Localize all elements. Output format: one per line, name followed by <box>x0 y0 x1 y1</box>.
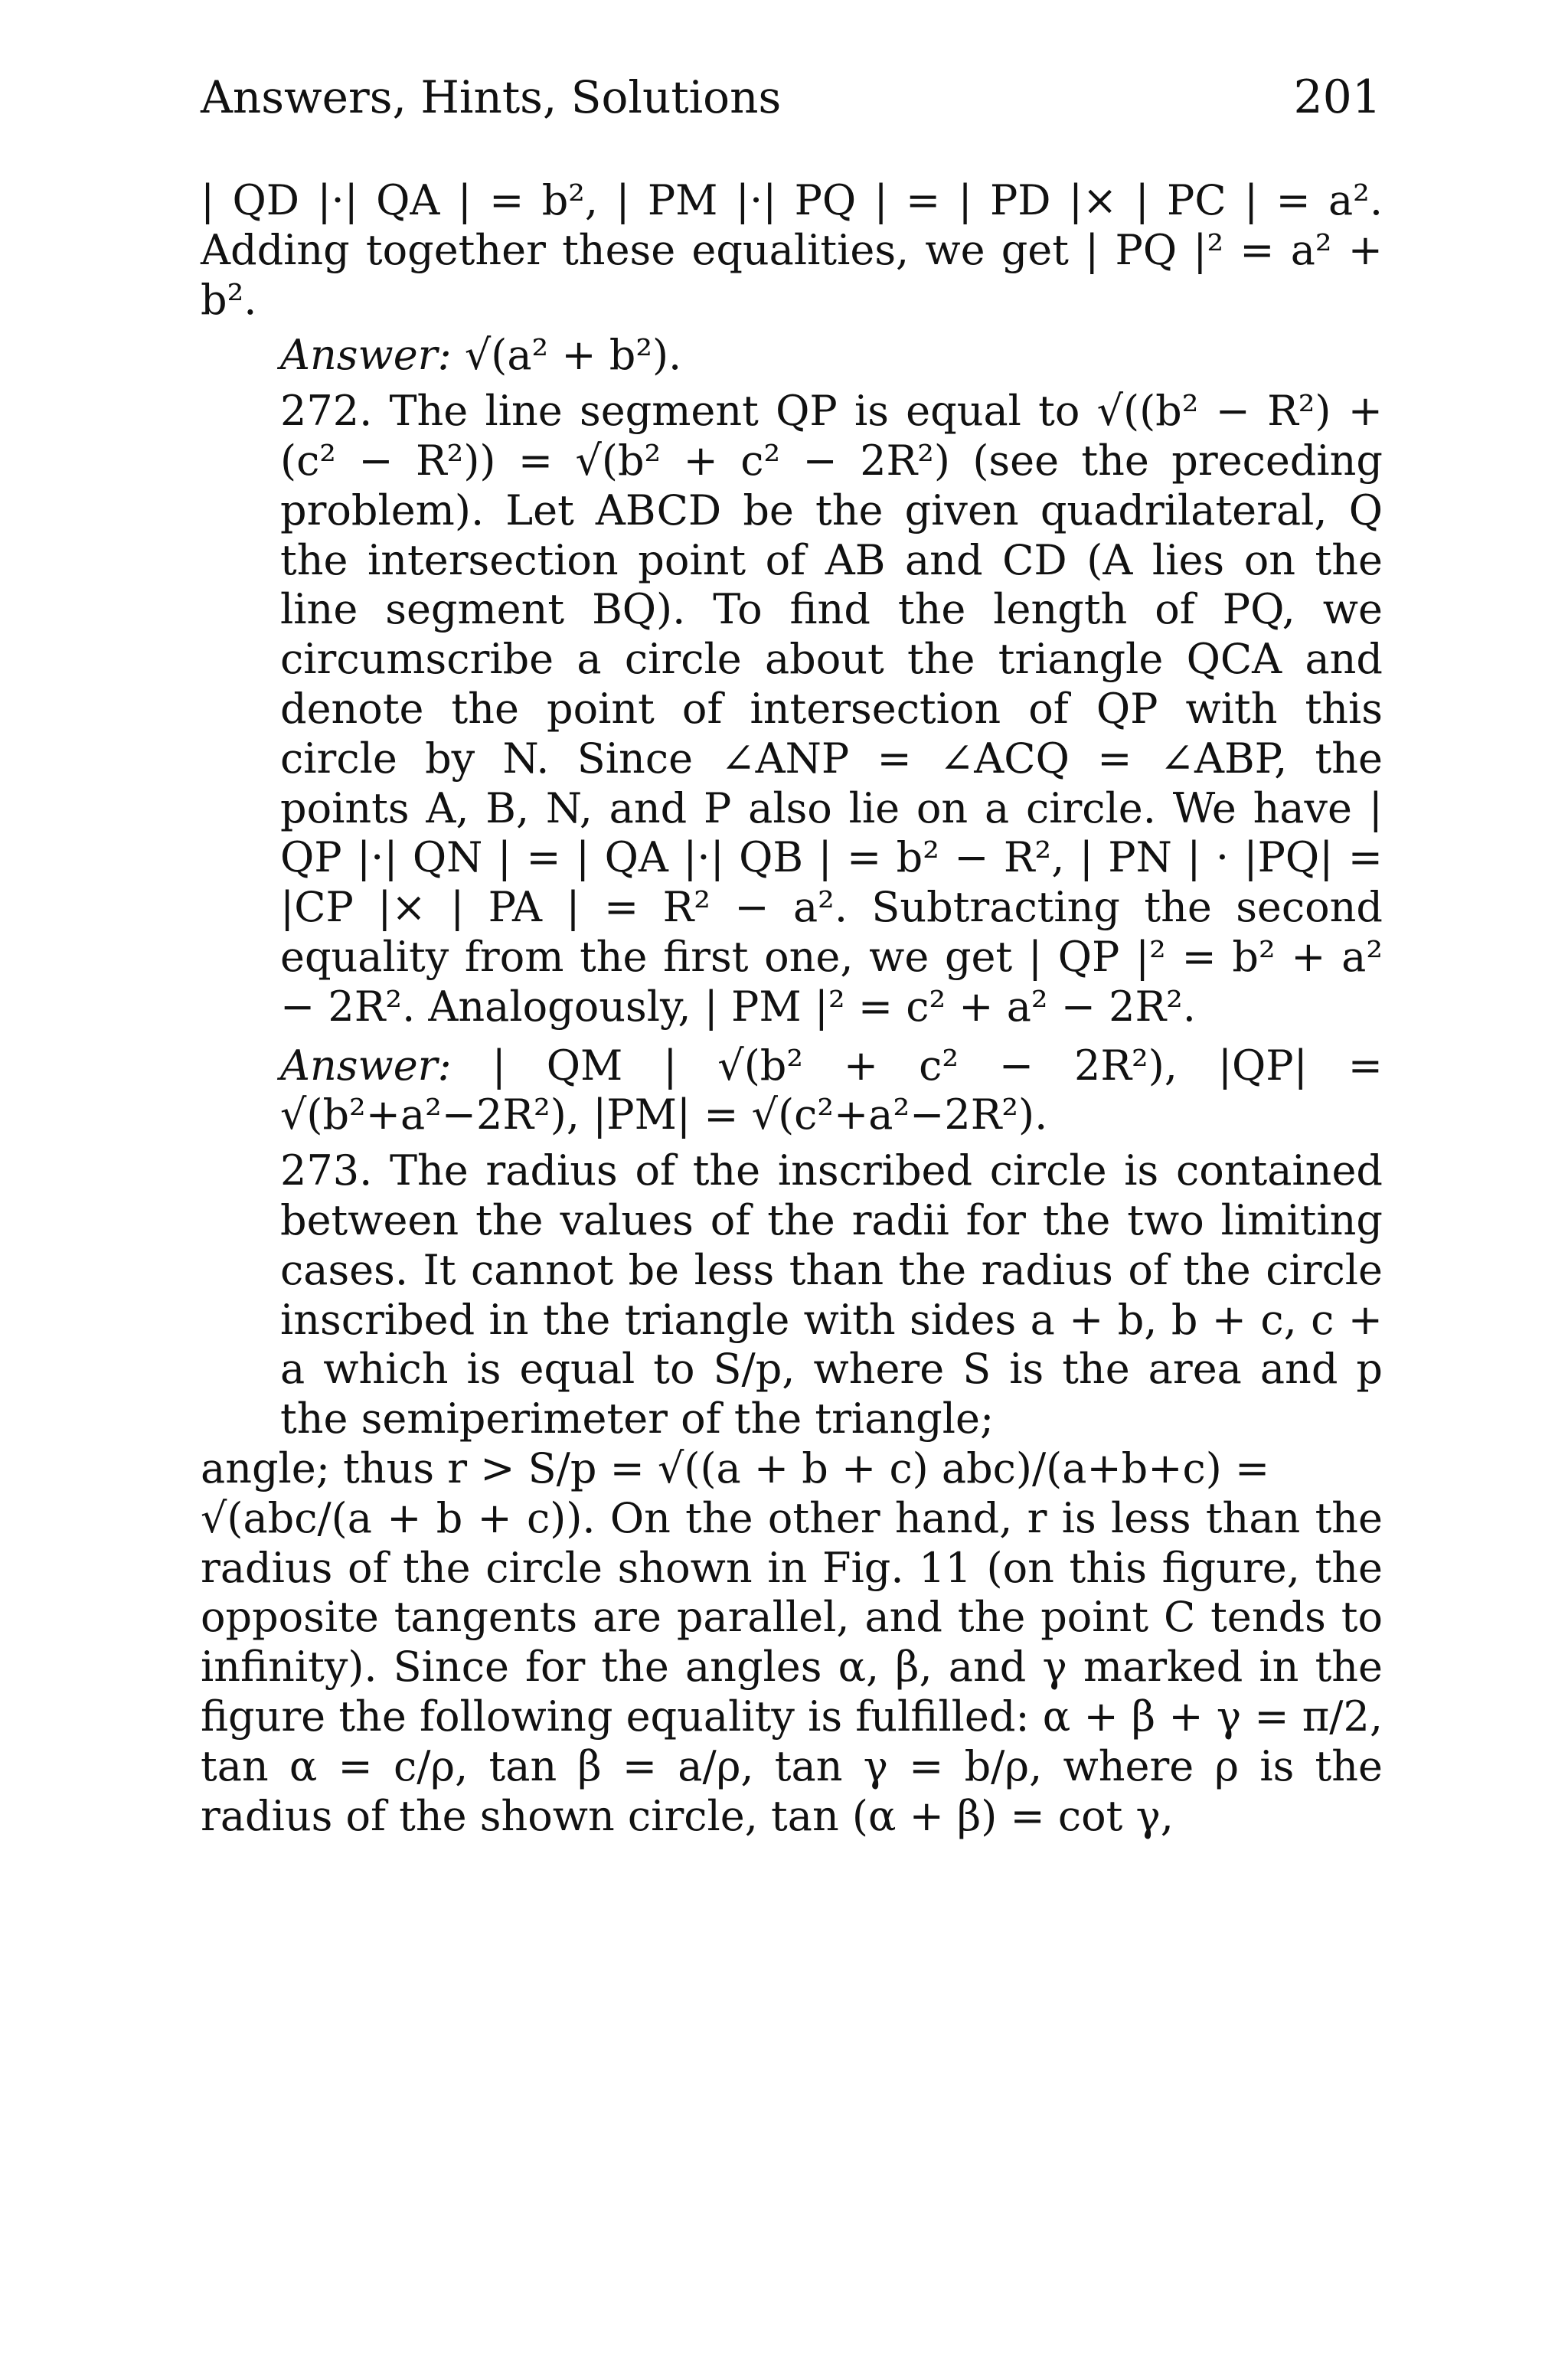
page-header <box>201 70 1381 139</box>
answer-label: Answer: <box>280 331 452 380</box>
formula-sqrt: √(abc/(a + b + c)). <box>201 1493 596 1542</box>
paragraph-272: 272. The line segment QP is equal to √((b² − R²) + (c² − R²)) = √(b² + c² − 2R²) (see the preceding problem). Let ABCD be the given quadrilateral, Q the intersection point of AB and CD (A lies on the line segment BQ). To find the length of PQ, we circumscribe a circle about the triangle QCA and denote the point of intersection of QP with this circle by N. Since ∠ANP = ∠ACQ = ∠ABP, the points A, B, N, and P also lie on a circle. We have | QP |·| QN | = | QA |·| QB | = b² − R², | PN | · |PQ| = |CP |× | PA | = R² − a². Subtracting the second equality from the first one, we get | QP |² = b² + a² − 2R². Analogously, | PM |² = c² + a² − 2R². <box>280 387 1383 1031</box>
answer-value: | QM | √(b² + c² − 2R²), |QP| = √(b²+a²−2R²), |PM| = √(c²+a²−2R²). <box>280 1041 1383 1139</box>
inequality-formula: angle; thus r > S/p = √((a + b + c) abc)/(a+b+c) = <box>201 1443 1270 1492</box>
body-text <box>201 176 1383 1841</box>
page-number: 201 <box>1293 70 1381 124</box>
paragraph-273: 273. The radius of the inscribed circle is contained between the values of the radii for the two limiting cases. It cannot be less than the radius of the circle inscribed in the triangle with sides a + b, b + c, c + a which is equal to S/p, where S is the area and p the semiperimeter of the triangle; <box>280 1146 1383 1443</box>
running-title: Answers, Hints, Solutions <box>201 71 782 123</box>
sqrt-formula <box>201 1494 1383 1842</box>
answer-272 <box>201 1041 1383 1141</box>
paragraph-273-continued: On the other hand, r is less than the radius of the circle shown in Fig. 11 (on this figure, the opposite tangents are parallel, and the point C tends to infinity). Since for the angles α, β, and γ marked in the figure the following equality is fulfilled: α + β + γ = π/2, tan α = c/ρ, tan β = a/ρ, tan γ = b/ρ, where ρ is the radius of the shown circle, tan (α + β) = cot γ, <box>201 1493 1383 1840</box>
paragraph-equalities: | QD |·| QA | = b², | PM |·| PQ | = | PD |× | PC | = a². Adding together these equalities, we get | PQ |² = a² + b². <box>201 176 1383 324</box>
answer-value: √(a² + b²). <box>464 331 682 380</box>
answer-271 <box>201 331 1383 381</box>
answer-label: Answer: <box>280 1041 452 1090</box>
